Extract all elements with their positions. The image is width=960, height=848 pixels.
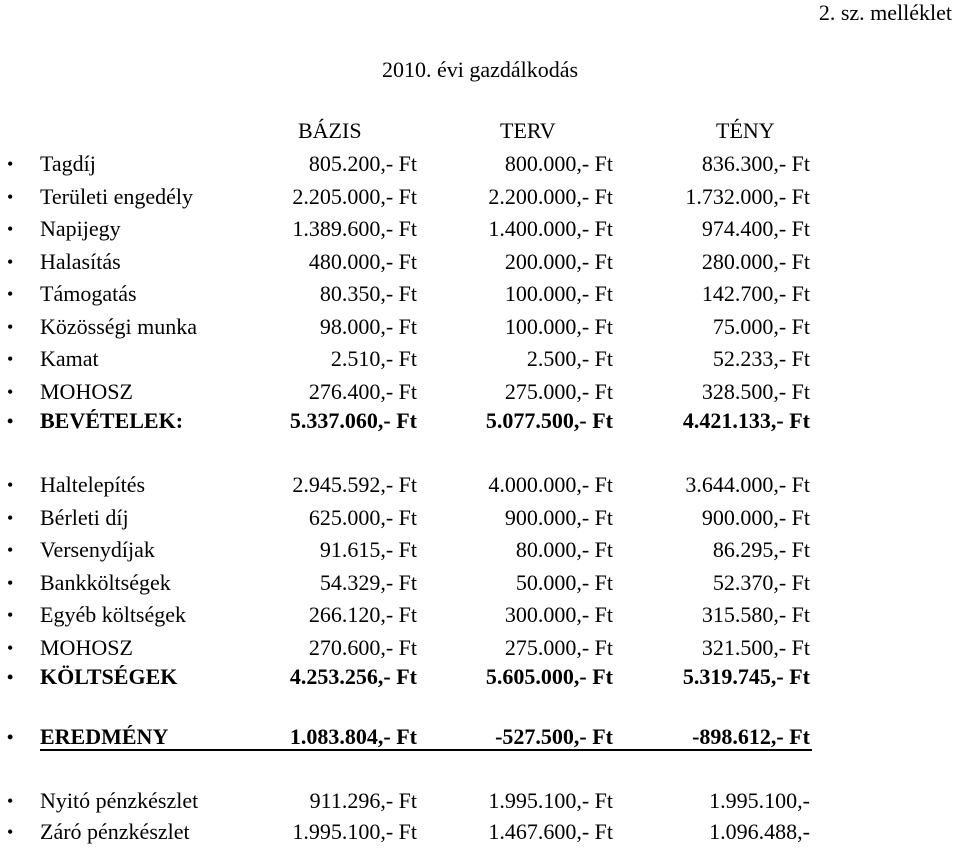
- value-teny: 52.233,- Ft: [712, 346, 810, 371]
- row-label: Versenydíjak: [40, 537, 155, 562]
- value-bazis: 2.205.000,- Ft: [292, 183, 417, 209]
- value-bazis: 1.389.600,- Ft: [292, 216, 417, 241]
- value-teny: 974.400,- Ft: [701, 216, 810, 241]
- value-bazis: 98.000,- Ft: [319, 313, 417, 339]
- row-label: BEVÉTELEK:: [40, 408, 184, 433]
- value-teny: 1.732.000,- Ft: [685, 183, 810, 209]
- bullet-icon: •: [7, 349, 14, 369]
- value-terv: 50.000,- Ft: [515, 569, 613, 595]
- bullet-icon: •: [7, 540, 14, 560]
- value-teny: 5.319.745,- Ft: [682, 664, 810, 689]
- value-terv: 2.200.000,- Ft: [488, 183, 613, 209]
- value-teny: 280.000,- Ft: [701, 248, 810, 274]
- income-total-row: [0, 405, 960, 437]
- row-label: Támogatás: [40, 281, 137, 306]
- result-row: [0, 721, 960, 753]
- bullet-icon: •: [7, 475, 14, 495]
- bullet-icon: •: [7, 411, 14, 431]
- row-label: MOHOSZ: [40, 634, 133, 660]
- value-teny: 321.500,- Ft: [701, 634, 810, 660]
- value-bazis: 54.329,- Ft: [319, 569, 417, 595]
- row-label: Záró pénzkészlet: [40, 819, 190, 844]
- bullet-icon: •: [7, 316, 14, 337]
- expense-row: [0, 567, 960, 599]
- column-header-terv: TERV: [500, 118, 556, 143]
- value-terv: 275.000,- Ft: [504, 378, 613, 404]
- value-terv: 800.000,- Ft: [504, 151, 613, 176]
- bullet-icon: •: [7, 605, 14, 625]
- income-row: [0, 343, 960, 375]
- value-terv: -527.500,- Ft: [495, 724, 613, 749]
- value-terv: 1.995.100,- Ft: [488, 788, 613, 813]
- value-bazis: 266.120,- Ft: [308, 602, 417, 627]
- bullet-icon: •: [7, 727, 14, 747]
- value-bazis: 91.615,- Ft: [319, 537, 417, 562]
- value-bazis: 276.400,- Ft: [308, 378, 417, 404]
- income-row: [0, 246, 960, 278]
- value-terv: 100.000,- Ft: [504, 281, 613, 306]
- value-terv: 1.467.600,- Ft: [488, 819, 613, 844]
- bullet-icon: •: [7, 507, 14, 528]
- bullet-icon: •: [7, 251, 14, 272]
- row-label: Haltelepítés: [40, 472, 146, 497]
- value-bazis: 80.350,- Ft: [319, 281, 417, 306]
- row-label: Tagdíj: [40, 151, 96, 176]
- row-label: Területi engedély: [40, 183, 194, 209]
- bullet-icon: •: [7, 572, 14, 593]
- value-teny: 3.644.000,- Ft: [685, 472, 810, 497]
- income-row: [0, 311, 960, 343]
- income-row: [0, 278, 960, 310]
- row-label: Napijegy: [40, 216, 121, 241]
- income-row: [0, 148, 960, 180]
- bullet-icon: •: [7, 637, 14, 658]
- value-terv: 2.500,- Ft: [526, 346, 613, 371]
- expense-row: [0, 599, 960, 631]
- value-bazis: 625.000,- Ft: [308, 504, 417, 530]
- value-terv: 4.000.000,- Ft: [488, 472, 613, 497]
- value-teny: 328.500,- Ft: [701, 378, 810, 404]
- expense-row: [0, 502, 960, 534]
- value-terv: 1.400.000,- Ft: [488, 216, 613, 241]
- value-terv: 900.000,- Ft: [504, 504, 613, 530]
- income-row: [0, 376, 960, 408]
- value-teny: 4.421.133,- Ft: [682, 408, 810, 433]
- expense-row: [0, 534, 960, 566]
- bullet-icon: •: [7, 822, 14, 842]
- value-teny: 86.295,- Ft: [712, 537, 810, 562]
- value-terv: 80.000,- Ft: [515, 537, 613, 562]
- value-terv: 200.000,- Ft: [504, 248, 613, 274]
- expense-row: [0, 469, 960, 501]
- row-label: Közösségi munka: [40, 313, 198, 339]
- result-underline: [40, 749, 812, 751]
- row-label: Egyéb költségek: [40, 602, 187, 627]
- value-bazis: 4.253.256,- Ft: [289, 664, 417, 689]
- value-teny: 75.000,- Ft: [712, 313, 810, 339]
- expense-row: [0, 632, 960, 664]
- expense-total-row: [0, 661, 960, 693]
- value-teny: 836.300,- Ft: [701, 151, 810, 176]
- value-bazis: 270.600,- Ft: [308, 634, 417, 660]
- value-bazis: 911.296,- Ft: [309, 788, 417, 813]
- row-label: Nyitó pénzkészlet: [40, 788, 199, 813]
- value-teny: 142.700,- Ft: [701, 281, 810, 306]
- value-bazis: 2.945.592,- Ft: [292, 472, 417, 497]
- income-row: [0, 181, 960, 213]
- value-bazis: 1.083.804,- Ft: [289, 724, 417, 749]
- column-header-teny: TÉNY: [716, 118, 775, 143]
- row-label: Bérleti díj: [40, 504, 129, 530]
- value-terv: 100.000,- Ft: [504, 313, 613, 339]
- bullet-icon: •: [7, 219, 14, 239]
- bullet-icon: •: [7, 667, 14, 687]
- value-bazis: 480.000,- Ft: [308, 248, 417, 274]
- value-bazis: 805.200,- Ft: [308, 151, 417, 176]
- value-bazis: 2.510,- Ft: [330, 346, 417, 371]
- value-teny: 1.096.488,-: [709, 819, 810, 844]
- value-teny: 52.370,- Ft: [712, 569, 810, 595]
- document-title: 2010. évi gazdálkodás: [381, 57, 579, 82]
- annex-label: 2. sz. melléklet: [818, 0, 952, 25]
- bullet-icon: •: [7, 791, 14, 811]
- row-label: MOHOSZ: [40, 378, 133, 404]
- row-label: EREDMÉNY: [40, 724, 169, 749]
- bullet-icon: •: [7, 154, 14, 174]
- value-terv: 5.605.000,- Ft: [485, 664, 613, 689]
- value-terv: 5.077.500,- Ft: [485, 408, 613, 433]
- cash-row: [0, 816, 960, 848]
- value-bazis: 1.995.100,- Ft: [292, 819, 417, 844]
- row-label: Halasítás: [40, 248, 121, 274]
- value-teny: 1.995.100,-: [709, 788, 810, 813]
- value-teny: 315.580,- Ft: [701, 602, 810, 627]
- bullet-icon: •: [7, 381, 14, 402]
- row-label: Bankköltségek: [40, 569, 171, 595]
- value-terv: 275.000,- Ft: [504, 634, 613, 660]
- bullet-icon: •: [7, 284, 14, 304]
- column-header-bazis: BÁZIS: [298, 118, 362, 143]
- value-teny: -898.612,- Ft: [692, 724, 810, 749]
- row-label: KÖLTSÉGEK: [40, 664, 178, 689]
- row-label: Kamat: [40, 346, 99, 371]
- value-teny: 900.000,- Ft: [701, 504, 810, 530]
- income-row: [0, 213, 960, 245]
- cash-row: [0, 785, 960, 817]
- bullet-icon: •: [7, 186, 14, 207]
- value-bazis: 5.337.060,- Ft: [289, 408, 417, 433]
- value-terv: 300.000,- Ft: [504, 602, 613, 627]
